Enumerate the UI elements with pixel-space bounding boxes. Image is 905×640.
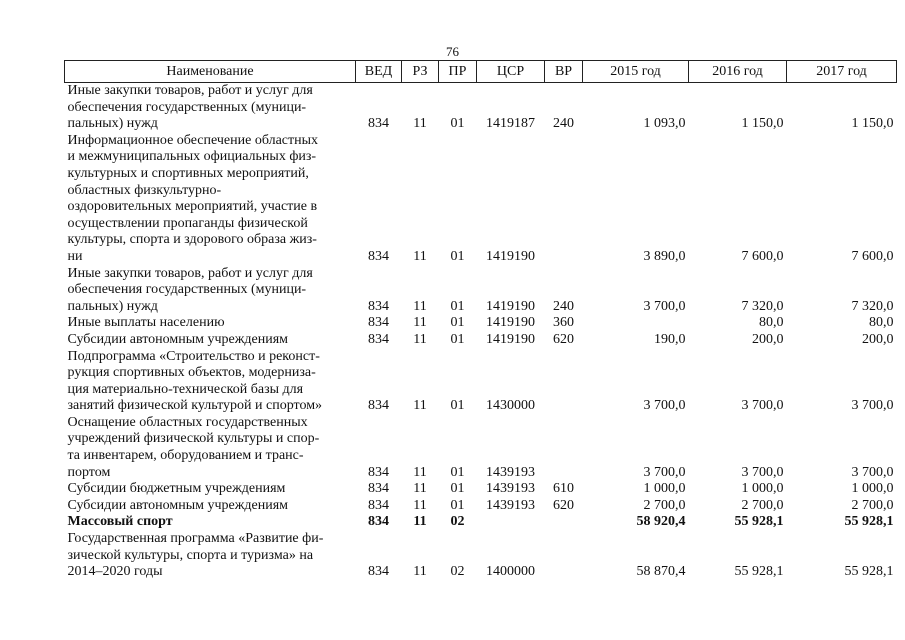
row-name bbox=[65, 498, 356, 515]
cell-pr: 02 bbox=[450, 514, 465, 530]
cell-vr: 620 bbox=[553, 497, 574, 513]
row-name bbox=[65, 481, 356, 498]
cell-rz: 11 bbox=[413, 564, 427, 580]
cell-2015: 190,0 bbox=[654, 331, 686, 347]
cell-2016: 80,0 bbox=[759, 315, 784, 331]
cell-2016: 3 700,0 bbox=[741, 398, 784, 414]
cell-vr bbox=[545, 514, 583, 531]
cell-2017: 3 700,0 bbox=[851, 464, 894, 480]
cell-ved: 834 bbox=[368, 481, 389, 497]
cell-pr: 01 bbox=[450, 315, 465, 331]
row-name-line: та инвентарем, оборудованием и транс- bbox=[67, 448, 304, 464]
row-name-line: занятий физической культурой и спортом» bbox=[67, 398, 323, 414]
cell-2016: 2 700,0 bbox=[741, 497, 784, 513]
table-row bbox=[65, 332, 897, 349]
table-row bbox=[65, 266, 897, 316]
cell-csr: 1439193 bbox=[486, 481, 535, 497]
cell-csr bbox=[477, 514, 545, 531]
cell-ved: 834 bbox=[368, 514, 389, 530]
row-name-line: Информационное обеспечение областных bbox=[67, 132, 319, 148]
cell-vr bbox=[545, 133, 583, 266]
cell-csr: 1419190 bbox=[486, 331, 535, 347]
row-name bbox=[65, 514, 356, 531]
row-name-line: учреждений физической культуры и спор- bbox=[67, 431, 320, 447]
row-name-line: оздоровительных мероприятий, участие в bbox=[67, 199, 318, 215]
row-name-line: Субсидии бюджетным учреждениям bbox=[67, 481, 286, 497]
cell-2015: 58 920,4 bbox=[636, 514, 686, 530]
cell-vr: 240 bbox=[553, 298, 574, 314]
row-name-line: ни bbox=[67, 248, 83, 264]
cell-2015: 3 890,0 bbox=[643, 248, 686, 264]
cell-vr: 360 bbox=[553, 315, 574, 331]
cell-2017: 200,0 bbox=[862, 331, 894, 347]
cell-2017: 55 928,1 bbox=[844, 514, 894, 530]
cell-2016: 55 928,1 bbox=[734, 564, 784, 580]
cell-rz: 11 bbox=[413, 398, 427, 414]
cell-ved: 834 bbox=[368, 315, 389, 331]
cell-pr: 01 bbox=[450, 481, 465, 497]
cell-rz: 11 bbox=[413, 497, 427, 513]
cell-ved: 834 bbox=[368, 116, 389, 132]
cell-2017: 3 700,0 bbox=[851, 398, 894, 414]
cell-pr: 01 bbox=[450, 464, 465, 480]
cell-rz: 11 bbox=[413, 464, 427, 480]
page-number: 76 bbox=[446, 44, 459, 59]
cell-2017: 2 700,0 bbox=[851, 497, 894, 513]
header-2015: 2015 год bbox=[583, 61, 689, 83]
row-name-line: Субсидии автономным учреждениям bbox=[67, 331, 289, 347]
row-name bbox=[65, 531, 356, 581]
table-row bbox=[65, 133, 897, 266]
cell-rz: 11 bbox=[413, 116, 427, 132]
row-name-line: пальных) нужд bbox=[67, 298, 158, 314]
cell-ved: 834 bbox=[368, 298, 389, 314]
cell-2015: 3 700,0 bbox=[643, 464, 686, 480]
cell-csr: 1430000 bbox=[486, 398, 535, 414]
table-row bbox=[65, 531, 897, 581]
cell-2015: 1 000,0 bbox=[643, 481, 686, 497]
table-body bbox=[65, 83, 897, 581]
row-name-line: 2014–2020 годы bbox=[67, 564, 163, 580]
cell-2017: 55 928,1 bbox=[844, 564, 894, 580]
row-name bbox=[65, 266, 356, 316]
cell-2016: 3 700,0 bbox=[741, 464, 784, 480]
row-name-line: Субсидии автономным учреждениям bbox=[67, 497, 289, 513]
row-name-line: и межмуниципальных официальных физ- bbox=[67, 149, 317, 165]
cell-csr: 1400000 bbox=[486, 564, 535, 580]
cell-pr: 01 bbox=[450, 248, 465, 264]
cell-pr: 01 bbox=[450, 331, 465, 347]
row-name-line: ция материально-технической базы для bbox=[67, 381, 304, 397]
header-vr: ВР bbox=[545, 61, 583, 83]
table-row bbox=[65, 349, 897, 415]
row-name-line: портом bbox=[67, 464, 111, 480]
cell-vr bbox=[545, 415, 583, 481]
row-name-line: Массовый спорт bbox=[67, 514, 173, 530]
row-name-line: пальных) нужд bbox=[67, 116, 158, 132]
cell-rz: 11 bbox=[413, 315, 427, 331]
cell-2015: 1 093,0 bbox=[643, 116, 686, 132]
header-2017: 2017 год bbox=[787, 61, 897, 83]
cell-ved: 834 bbox=[368, 564, 389, 580]
row-name-line: культурных и спортивных мероприятий, bbox=[67, 165, 309, 181]
cell-2017: 7 600,0 bbox=[851, 248, 894, 264]
header-ved: ВЕД bbox=[356, 61, 402, 83]
row-name-line: Иные закупки товаров, работ и услуг для bbox=[67, 265, 313, 281]
cell-2016: 1 000,0 bbox=[741, 481, 784, 497]
table-row bbox=[65, 498, 897, 515]
row-name-line: осуществлении пропаганды физической bbox=[67, 215, 308, 231]
cell-vr: 610 bbox=[553, 481, 574, 497]
cell-pr: 01 bbox=[450, 497, 465, 513]
row-name-line: Оснащение областных государственных bbox=[67, 414, 308, 430]
cell-rz: 11 bbox=[413, 514, 427, 530]
table-row bbox=[65, 315, 897, 332]
table-row bbox=[65, 481, 897, 498]
cell-ved: 834 bbox=[368, 497, 389, 513]
cell-csr: 1439193 bbox=[486, 497, 535, 513]
cell-2015: 3 700,0 bbox=[643, 298, 686, 314]
row-name-line: Иные закупки товаров, работ и услуг для bbox=[67, 83, 313, 98]
cell-pr: 01 bbox=[450, 116, 465, 132]
row-name bbox=[65, 315, 356, 332]
row-name-line: обеспечения государственных (муници- bbox=[67, 99, 307, 115]
cell-2017: 80,0 bbox=[869, 315, 894, 331]
table-header-row bbox=[65, 61, 897, 83]
table-row bbox=[65, 415, 897, 481]
header-pr: ПР bbox=[439, 61, 477, 83]
cell-pr: 01 bbox=[450, 398, 465, 414]
cell-rz: 11 bbox=[413, 331, 427, 347]
cell-2015: 3 700,0 bbox=[643, 398, 686, 414]
cell-vr bbox=[545, 531, 583, 581]
header-2016: 2016 год bbox=[689, 61, 787, 83]
table-row bbox=[65, 83, 897, 133]
cell-csr: 1419190 bbox=[486, 315, 535, 331]
cell-pr: 01 bbox=[450, 298, 465, 314]
row-name-line: Иные выплаты населению bbox=[67, 315, 225, 331]
cell-ved: 834 bbox=[368, 398, 389, 414]
cell-2017: 1 150,0 bbox=[851, 116, 894, 132]
row-name bbox=[65, 349, 356, 415]
budget-table bbox=[64, 60, 897, 581]
cell-2017: 7 320,0 bbox=[851, 298, 894, 314]
cell-2016: 7 600,0 bbox=[741, 248, 784, 264]
row-name bbox=[65, 332, 356, 349]
cell-rz: 11 bbox=[413, 298, 427, 314]
cell-ved: 834 bbox=[368, 331, 389, 347]
row-name-line: областных физкультурно- bbox=[67, 182, 222, 198]
table-row bbox=[65, 514, 897, 531]
row-name-line: культуры, спорта и здорового образа жиз- bbox=[67, 232, 317, 248]
header-rz: РЗ bbox=[402, 61, 439, 83]
header-name: Наименование bbox=[65, 61, 356, 83]
cell-2016: 55 928,1 bbox=[734, 514, 784, 530]
row-name-line: Подпрограмма «Строительство и реконст- bbox=[67, 348, 320, 364]
row-name-line: обеспечения государственных (муници- bbox=[67, 282, 307, 298]
cell-vr: 620 bbox=[553, 331, 574, 347]
cell-2015: 2 700,0 bbox=[643, 497, 686, 513]
row-name-line: рукция спортивных объектов, модерниза- bbox=[67, 365, 316, 381]
cell-csr: 1419190 bbox=[486, 298, 535, 314]
cell-rz: 11 bbox=[413, 248, 427, 264]
row-name bbox=[65, 133, 356, 266]
row-name-line: зической культуры, спорта и туризма» на bbox=[67, 547, 314, 563]
cell-pr: 02 bbox=[450, 564, 465, 580]
header-csr: ЦСР bbox=[477, 61, 545, 83]
cell-ved: 834 bbox=[368, 248, 389, 264]
cell-2016: 200,0 bbox=[752, 331, 784, 347]
cell-csr: 1439193 bbox=[486, 464, 535, 480]
cell-csr: 1419187 bbox=[486, 116, 535, 132]
cell-vr bbox=[545, 349, 583, 415]
row-name-line: Государственная программа «Развитие фи- bbox=[67, 531, 324, 547]
cell-2016: 7 320,0 bbox=[741, 298, 784, 314]
cell-ved: 834 bbox=[368, 464, 389, 480]
row-name bbox=[65, 415, 356, 481]
cell-csr: 1419190 bbox=[486, 248, 535, 264]
row-name bbox=[65, 83, 356, 133]
cell-2016: 1 150,0 bbox=[741, 116, 784, 132]
cell-2017: 1 000,0 bbox=[851, 481, 894, 497]
cell-vr: 240 bbox=[553, 116, 574, 132]
cell-2015 bbox=[583, 315, 689, 332]
cell-2015: 58 870,4 bbox=[636, 564, 686, 580]
cell-rz: 11 bbox=[413, 481, 427, 497]
